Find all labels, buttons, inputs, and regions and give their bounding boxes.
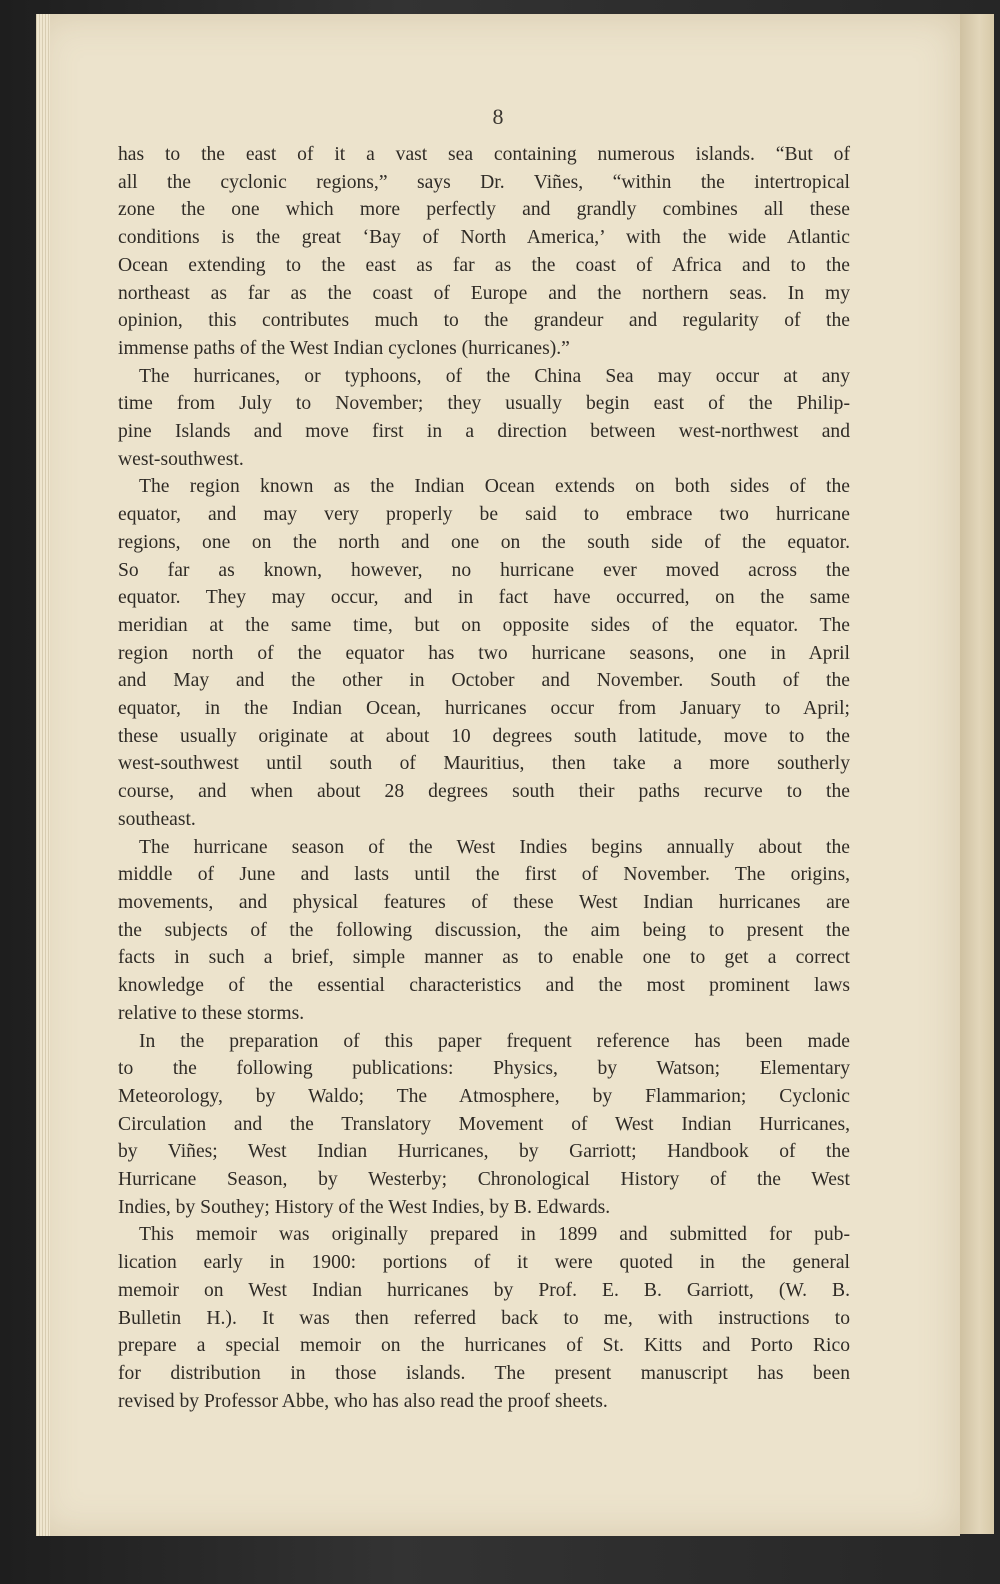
text-line: these usually originate at about 10 degrees south latitude, move to the: [118, 725, 850, 747]
text-line: prepare a special memoir on the hurricanes of St. Kitts and Porto Rico: [118, 1335, 850, 1357]
text-line: equator, and may very properly be said to embrace two hurricane: [118, 504, 850, 526]
text-line: In the preparation of this paper frequent reference has been made: [139, 1030, 850, 1052]
text-line: northeast as far as the coast of Europe and the northern seas. In my: [118, 282, 850, 304]
next-page-edge: [958, 14, 994, 1534]
text-line: time from July to November; they usually begin east of the Philip-: [118, 393, 850, 415]
text-line: and May and the other in October and November. South of the: [118, 670, 850, 692]
text-line: Indies, by Southey; History of the West Indies, by B. Edwards.: [118, 1196, 611, 1218]
text-line: pine Islands and move first in a direction between west-northwest and: [118, 421, 850, 443]
text-line: course, and when about 28 degrees south their paths recurve to the: [118, 781, 850, 803]
text-line: opinion, this contributes much to the grandeur and regularity of the: [118, 310, 850, 332]
text-line: west-southwest until south of Mauritius, then take a more southerly: [118, 753, 850, 775]
page-stack-edge: [36, 14, 50, 1536]
text-line: equator, in the Indian Ocean, hurricanes occur from January to April;: [118, 698, 850, 720]
text-line: all the cyclonic regions,” says Dr. Viñes, “within the intertropical: [118, 171, 850, 193]
text-line: revised by Professor Abbe, who has also read the proof sheets.: [118, 1390, 608, 1412]
text-line: zone the one which more perfectly and grandly combines all these: [118, 199, 850, 221]
text-line: Hurricane Season, by Westerby; Chronological History of the West: [118, 1169, 850, 1191]
text-line: The hurricanes, or typhoons, of the China Sea may occur at any: [139, 365, 850, 387]
text-line: immense paths of the West Indian cyclones (hurricanes).”: [118, 337, 570, 359]
text-line: west-southwest.: [118, 448, 244, 470]
text-line: lication early in 1900: portions of it were quoted in the general: [118, 1252, 850, 1274]
text-line: movements, and physical features of these West Indian hurricanes are: [118, 891, 850, 913]
text-line: relative to these storms.: [118, 1002, 305, 1024]
text-line: Meteorology, by Waldo; The Atmosphere, by Flammarion; Cyclonic: [118, 1085, 850, 1107]
text-line: knowledge of the essential characteristics and the most prominent laws: [118, 975, 850, 997]
text-line: This memoir was originally prepared in 1899 and submitted for pub-: [139, 1224, 850, 1246]
text-line: the subjects of the following discussion, the aim being to present the: [118, 919, 850, 941]
text-line: memoir on West Indian hurricanes by Prof. E. B. Garriott, (W. B.: [118, 1279, 850, 1301]
text-line: Circulation and the Translatory Movement of West Indian Hurricanes,: [118, 1113, 850, 1135]
text-line: region north of the equator has two hurricane seasons, one in April: [118, 642, 850, 664]
text-line: regions, one on the north and one on the south side of the equator.: [118, 531, 850, 553]
text-line: has to the east of it a vast sea containing numerous islands. “But of: [118, 144, 850, 165]
text-line: conditions is the great ‘Bay of North America,’ with the wide Atlantic: [118, 227, 850, 249]
text-line: by Viñes; West Indian Hurricanes, by Garriott; Handbook of the: [118, 1141, 850, 1163]
text-line: for distribution in those islands. The present manuscript has been: [118, 1362, 850, 1384]
text-line: Bulletin H.). It was then referred back to me, with instructions to: [118, 1307, 850, 1329]
page-number: 8: [492, 104, 504, 129]
text-line: middle of June and lasts until the first of November. The origins,: [118, 864, 850, 886]
text-line: meridian at the same time, but on opposite sides of the equator. The: [118, 614, 850, 636]
text-line: southeast.: [118, 808, 196, 830]
body-text: [118, 141, 850, 1415]
text-line: The region known as the Indian Ocean extends on both sides of the: [139, 476, 850, 498]
text-line: So far as known, however, no hurricane ever moved across the: [118, 559, 850, 581]
text-line: The hurricane season of the West Indies begins annually about the: [139, 836, 850, 858]
text-line: to the following publications: Physics, by Watson; Elementary: [118, 1058, 850, 1080]
text-line: Ocean extending to the east as far as the coast of Africa and to the: [118, 254, 850, 276]
text-line: equator. They may occur, and in fact have occurred, on the same: [118, 587, 850, 609]
text-line: facts in such a brief, simple manner as to enable one to get a correct: [118, 947, 850, 969]
